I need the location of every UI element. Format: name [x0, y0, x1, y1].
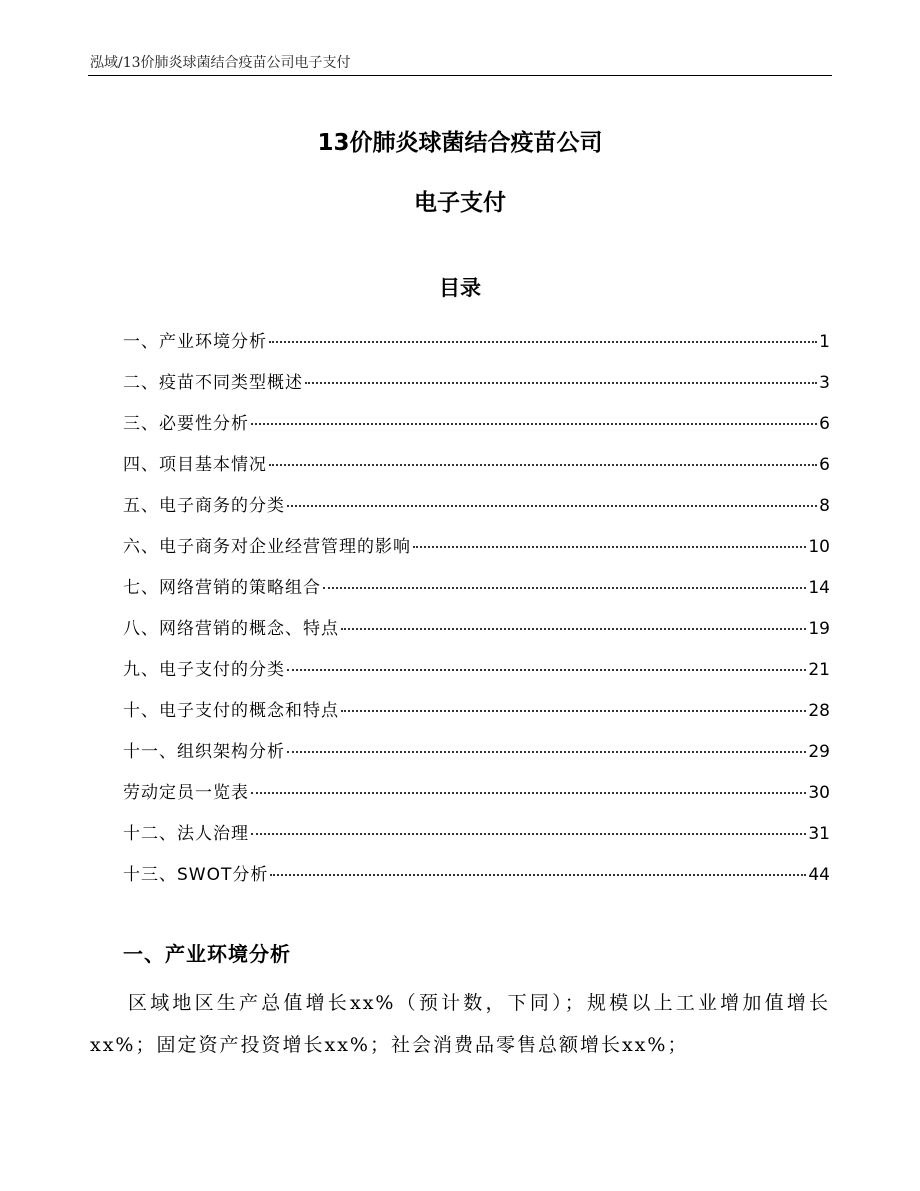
toc-entry-title: SWOT分析 [177, 865, 269, 885]
toc-entry-title: 电子商务对企业经营管理的影响 [159, 537, 411, 557]
toc-entry-title: 产业环境分析 [159, 332, 267, 352]
toc-entry-page: 3 [819, 373, 830, 393]
toc-entry[interactable] [123, 322, 830, 363]
toc-entry[interactable] [123, 650, 830, 691]
toc-entry-title: 组织架构分析 [177, 742, 285, 762]
toc-entry-number: 十三、 [123, 865, 177, 885]
toc-leader-dots [251, 833, 806, 835]
toc-leader-dots [287, 669, 806, 671]
toc-leader-dots [251, 423, 817, 425]
toc-entry-number: 九、 [123, 660, 159, 680]
toc-entry-number: 六、 [123, 537, 159, 557]
toc-entry-number: 三、 [123, 414, 159, 434]
toc-entry-page: 1 [819, 332, 830, 352]
toc-entry-page: 6 [819, 414, 830, 434]
toc-heading: 目录 [439, 276, 481, 300]
toc-entry-title: 电子支付的概念和特点 [159, 701, 339, 721]
toc-entry[interactable] [123, 732, 830, 773]
toc-entry-page: 21 [808, 660, 830, 680]
toc-entry[interactable] [123, 527, 830, 568]
toc-entry[interactable] [123, 404, 830, 445]
toc-entry-number: 十一、 [123, 742, 177, 762]
toc-entry-page: 14 [808, 578, 830, 598]
toc-entry-title: 网络营销的概念、特点 [159, 619, 339, 639]
toc-leader-dots [269, 464, 817, 466]
toc-entry-title: 电子商务的分类 [159, 496, 285, 516]
toc-entry-title: 法人治理 [177, 824, 249, 844]
toc-entry-title: 项目基本情况 [159, 455, 267, 475]
toc-leader-dots [323, 587, 806, 589]
toc-leader-dots [270, 874, 806, 876]
toc-entry-page: 8 [819, 496, 830, 516]
toc-entry-page: 10 [808, 537, 830, 557]
body-paragraph: 区域地区生产总值增长xx%（预计数，下同）；规模以上工业增加值增长xx%；固定资产投资增长xx%；社会消费品零售总额增长xx%； [90, 992, 830, 1056]
toc-entry-page: 30 [808, 783, 830, 803]
toc-entry-number: 一、 [123, 332, 159, 352]
table-of-contents [123, 322, 830, 896]
toc-leader-dots [305, 382, 817, 384]
toc-entry-page: 19 [808, 619, 830, 639]
toc-entry-number: 二、 [123, 373, 159, 393]
toc-leader-dots [413, 546, 806, 548]
toc-leader-dots [287, 505, 817, 507]
toc-entry-page: 44 [808, 865, 830, 885]
toc-entry[interactable] [123, 609, 830, 650]
toc-entry-number: 十二、 [123, 824, 177, 844]
toc-entry[interactable] [123, 363, 830, 404]
toc-entry-number: 五、 [123, 496, 159, 516]
toc-entry-title: 疫苗不同类型概述 [159, 373, 303, 393]
toc-entry[interactable] [123, 486, 830, 527]
toc-entry-number: 七、 [123, 578, 159, 598]
toc-entry-title: 劳动定员一览表 [123, 783, 249, 803]
toc-entry[interactable] [123, 855, 830, 896]
toc-leader-dots [341, 710, 806, 712]
toc-entry-page: 31 [808, 824, 830, 844]
document-title: 13价肺炎球菌结合疫苗公司 [317, 130, 603, 156]
toc-entry-title: 网络营销的策略组合 [159, 578, 321, 598]
toc-entry[interactable] [123, 568, 830, 609]
section-heading: 一、产业环境分析 [123, 942, 291, 966]
toc-leader-dots [287, 751, 806, 753]
header-divider [88, 75, 832, 76]
toc-entry-page: 29 [808, 742, 830, 762]
toc-leader-dots [341, 628, 806, 630]
toc-entry-number: 十、 [123, 701, 159, 721]
toc-entry[interactable] [123, 814, 830, 855]
toc-entry-title: 必要性分析 [159, 414, 249, 434]
toc-entry-number: 四、 [123, 455, 159, 475]
toc-entry[interactable] [123, 773, 830, 814]
toc-entry[interactable] [123, 691, 830, 732]
toc-entry-page: 6 [819, 455, 830, 475]
toc-leader-dots [251, 792, 806, 794]
running-header: 泓域/13价肺炎球菌结合疫苗公司电子支付 [90, 55, 351, 71]
toc-leader-dots [269, 341, 817, 343]
toc-entry-number: 八、 [123, 619, 159, 639]
toc-entry[interactable] [123, 445, 830, 486]
document-subtitle: 电子支付 [414, 190, 506, 216]
toc-entry-page: 28 [808, 701, 830, 721]
toc-entry-title: 电子支付的分类 [159, 660, 285, 680]
